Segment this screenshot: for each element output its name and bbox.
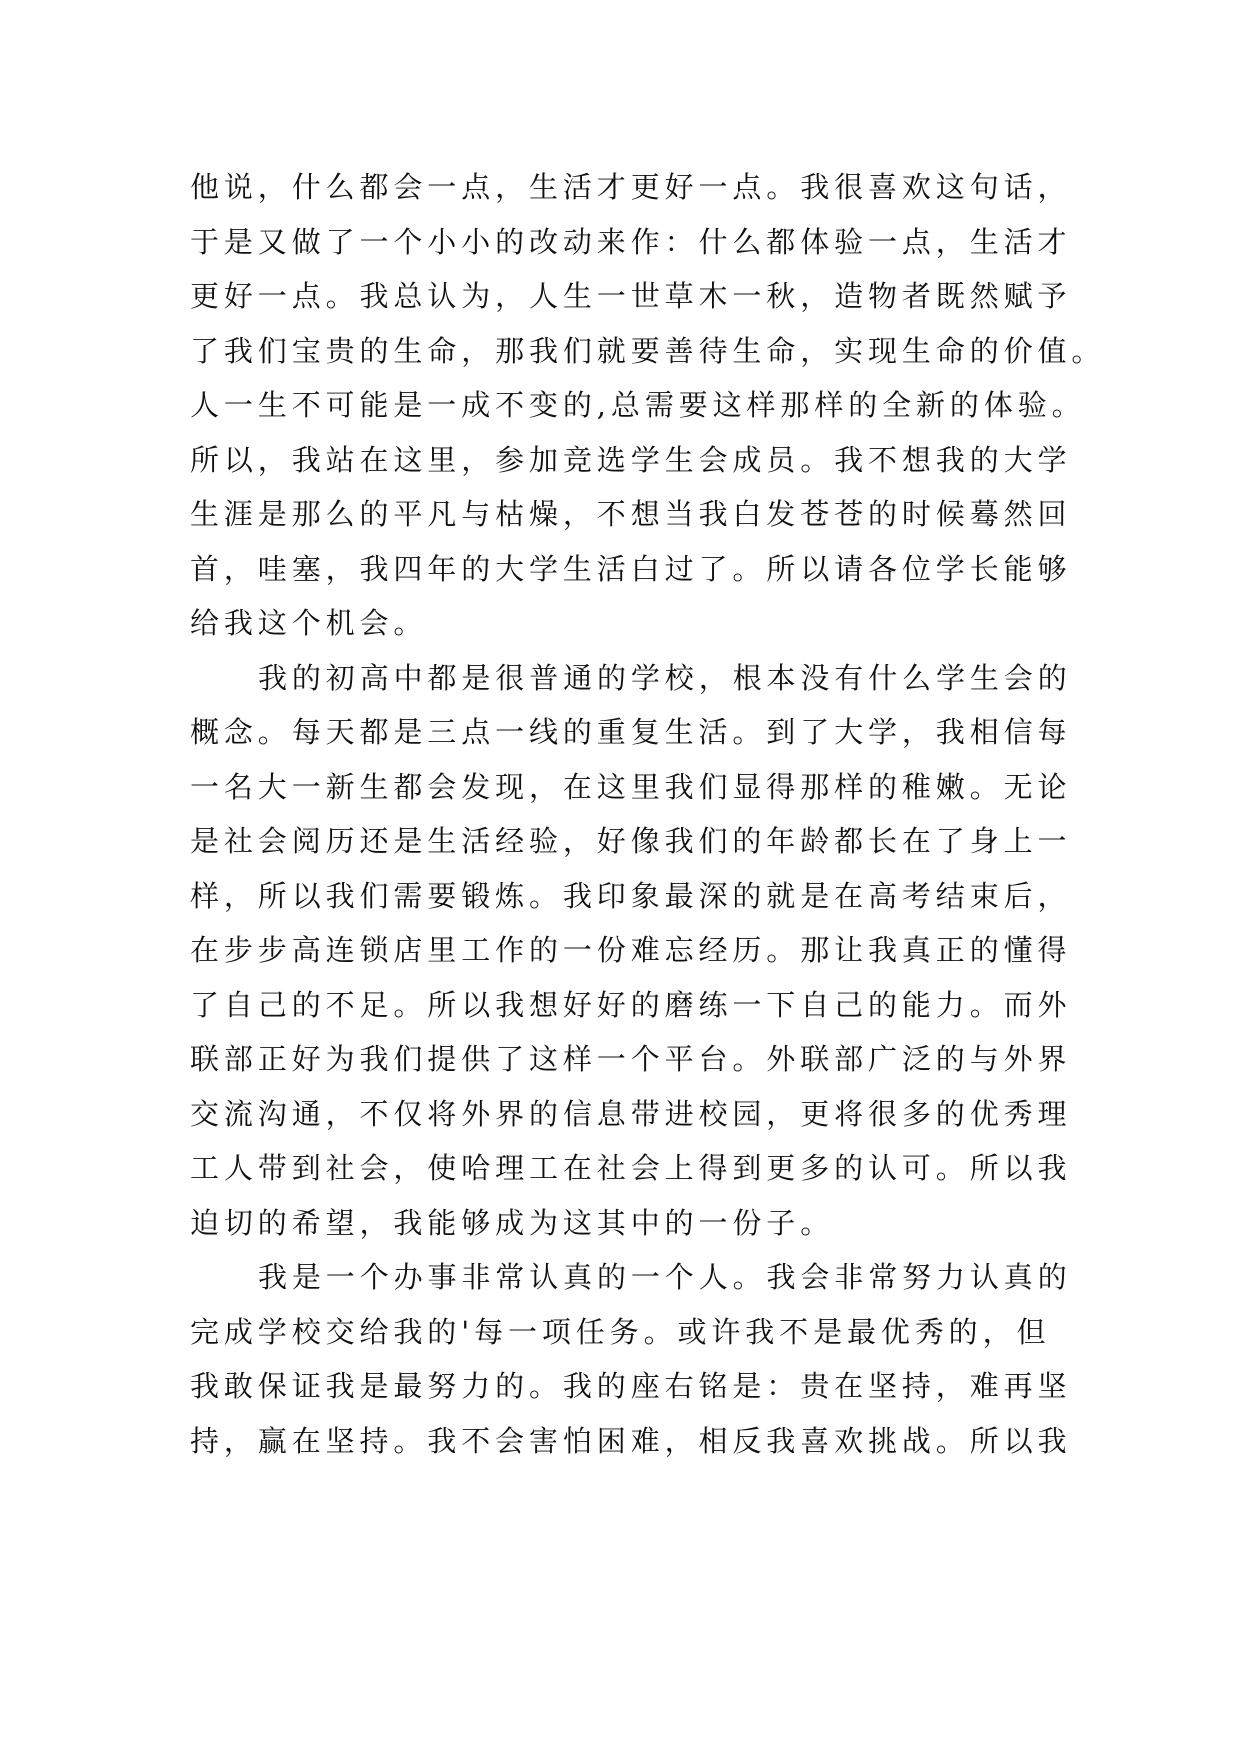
text-line: 他说，什么都会一点，生活才更好一点。我很喜欢这句话， <box>190 170 1072 204</box>
text-line: 我是一个办事非常认真的一个人。我会非常努力认真的 <box>258 1260 1072 1294</box>
text-line: 完成学校交给我的'每一项任务。或许我不是最优秀的，但 <box>190 1314 1051 1349</box>
text-line: 人一生不可能是一成不变的,总需要这样那样的全新的体验。 <box>190 388 1086 422</box>
text-line: 我的初高中都是很普通的学校，根本没有什么学生会的 <box>258 660 1072 695</box>
text-line: 生涯是那么的平凡与枯燥，不想当我白发苍苍的时候蓦然回 <box>190 497 1072 531</box>
text-line: 在步步高连锁店里工作的一份难忘经历。那让我真正的懂得 <box>190 933 1072 967</box>
text-line: 交流沟通，不仅将外界的信息带进校园，更将很多的优秀理 <box>190 1096 1072 1131</box>
text-line: 一名大一新生都会发现，在这里我们显得那样的稚嫩。无论 <box>190 769 1072 804</box>
text-line: 首，哇塞，我四年的大学生活白过了。所以请各位学长能够 <box>190 551 1072 586</box>
document-body <box>190 160 1106 1468</box>
text-line: 工人带到社会，使哈理工在社会上得到更多的认可。所以我 <box>190 1151 1072 1185</box>
text-line: 我敢保证我是最努力的。我的座右铭是：贵在坚持，难再坚 <box>190 1369 1072 1403</box>
text-line: 迫切的希望，我能够成为这其中的一份子。 <box>190 1205 835 1240</box>
text-line: 概念。每天都是三点一线的重复生活。到了大学，我相信每 <box>190 715 1072 749</box>
text-line: 联部正好为我们提供了这样一个平台。外联部广泛的与外界 <box>190 1042 1072 1076</box>
text-line: 持，赢在坚持。我不会害怕困难，相反我喜欢挑战。所以我 <box>190 1423 1072 1458</box>
text-line: 更好一点。我总认为，人生一世草木一秋，造物者既然赋予 <box>190 279 1072 313</box>
text-line: 样，所以我们需要锻炼。我印象最深的就是在高考结束后， <box>190 878 1072 913</box>
text-line: 是社会阅历还是生活经验，好像我们的年龄都长在了身上一 <box>190 824 1072 858</box>
text-line: 所以，我站在这里，参加竞选学生会成员。我不想我的大学 <box>190 442 1072 477</box>
text-line: 给我这个机会。 <box>190 606 428 640</box>
text-line: 了自己的不足。所以我想好好的磨练一下自己的能力。而外 <box>190 987 1072 1022</box>
text-line: 于是又做了一个小小的改动来作：什么都体验一点，生活才 <box>190 224 1072 259</box>
text-line: 了我们宝贵的生命，那我们就要善待生命，实现生命的价值。 <box>190 333 1106 368</box>
